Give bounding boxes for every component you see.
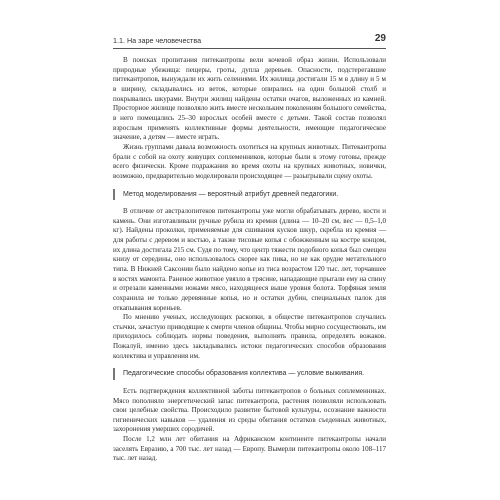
paragraph-6: После 1,2 млн лет обитания на Африканском континенте питекантропы начали заселять Евразию, а 700 тыс. лет назад — Европу. Вымерли питекантропы около 108–117 тыс. лет назад. bbox=[113, 435, 386, 463]
paragraph-1: В поисках пропитания питекантропы вели кочевой образ жизни. Использовали природные убежища: пещеры, гроты, дупла деревьев. Опасности, подстерегавшие питекантропов, вынуждали их жить селениями. Их жилища достигали 15 м в длину и 5 м в ширину, складывались из веток, которые опирались на один большой столб и покрывались шкурами. Внутри жилищ найдены остатки очагов, выложенных из камней. Просторное жилище позволяло жить вместе нескольким поколениям большого семейства, в него помещались 25–30 взрослых особей вместе с детьми. Такой состав позволял взрослым применять коллективные формы деятельности, имеющие педагогическое значение, а детям — вместе играть. bbox=[113, 56, 386, 142]
paragraph-4: По мнению ученых, исследующих раскопки, в обществе питекантропов случались стычки, зачастую приводящие к смерти членов общины. Чтобы мирно сосуществовать, им приходилось соблюдать нормы поведения, выполнять правила, определять вожаков. Пожалуй, именно здесь закладывались истоки педагогических способов образования коллектива и управления им. bbox=[113, 313, 386, 360]
callout-collective-methods: Педагогические способы образования коллектива — условие выживания. bbox=[113, 368, 386, 379]
body-text bbox=[113, 56, 386, 464]
paragraph-3: В отличие от австралопитеков питекантропы уже могли обрабатывать дерево, кости и камень. Они изготавливали ручные рубила из кремня (длина — 10–20 см, вес — 0,5–1,0 кг). Найдены проколки, применяемые для сшивания кусков шкур, скребла из кремня — для работы с деревом и костью, а также тисовые копья с обожженным на костре концом, их длина достигала 215 см. Судя по тому, что центр тяжести подобного копья был смещен книзу от середины, оно использовалось скорее как пика, но не как орудие метательного типа. В Нижней Саксонии было найдено копье из тиса возрастом 120 тыс. лет, торчавшее в костях мамонта. Раненое животное увязло в трясине, нападающие прыгали ему на спину и отрезали каменными ножами мясо, находящееся выше уровня болота. Торфяная земля сохранила не только деревянные копья, но и остатки дубин, специальных палок для откапывания кореньев. bbox=[113, 206, 386, 312]
paragraph-2: Жизнь группами давала возможность охотиться на крупных животных. Питекантропы брали с собой на охоту живущих соплеменников, которые были к этому готовы, прежде всего физически. Кроме подражания во время охоты на крупных животных, новички, возможно, предварительно моделировали происходящее — разыгрывали сцену охоты. bbox=[113, 142, 386, 180]
running-head bbox=[113, 34, 386, 49]
callout-modeling-method: Метод моделирования — вероятный атрибут древней педагогики. bbox=[113, 189, 386, 200]
section-title: 1.1. На заре человечества bbox=[113, 36, 202, 45]
paragraph-5: Есть подтверждения коллективной заботы питекантропов о больных соплеменниках. Мясо пополняло энергетический запас питекантропа, растения позволяли использовать свои целебные свойства. Происходило развитие бытовой культуры, осознание важности гигиенических навыков — удаления из среды обитания остатков съеденных животных, захоронения умерших сородичей. bbox=[113, 386, 386, 434]
page-number: 29 bbox=[374, 33, 386, 44]
